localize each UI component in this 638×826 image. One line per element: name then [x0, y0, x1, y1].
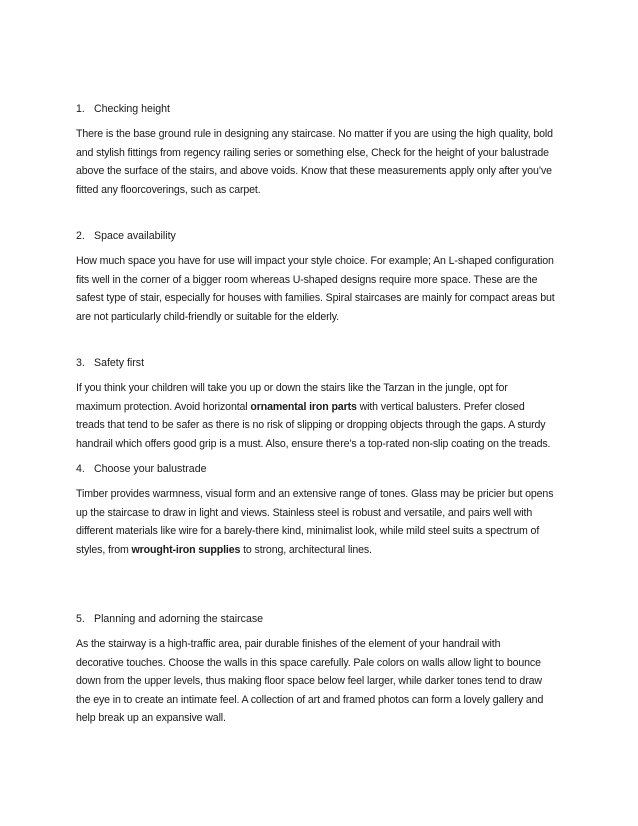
- paragraph-line: treads that tend to be safer as there is no risk of slipping or dropping objects through the gaps. A sturdy: [76, 419, 546, 432]
- paragraph-line: help break up an expansive wall.: [76, 712, 226, 725]
- paragraph-line: As the stairway is a high-traffic area, pair durable finishes of the element of your handrail with: [76, 638, 501, 650]
- paragraph-line: down from the upper levels, thus making floor space below feel larger, while darker tones tend to draw: [76, 675, 542, 688]
- line-segment: to strong, architectural lines.: [243, 543, 372, 556]
- section-5-title: Planning and adorning the staircase: [94, 613, 264, 625]
- section-5-heading: [76, 612, 263, 626]
- paragraph-line: fits well in the corner of a bigger room whereas U-shaped designs require more space. These are the: [76, 273, 538, 286]
- section-2-number: 2.: [76, 230, 85, 242]
- paragraph-line: If you think your children will take you up or down the stairs like the Tarzan in the jungle, opt for: [76, 382, 508, 394]
- paragraph-line: [76, 398, 566, 417]
- paragraph-line: the eye in to create an intimate feel. A collection of art and framed photos can form a lovely gallery and: [76, 693, 544, 706]
- section-5-paragraph: [76, 635, 566, 728]
- paragraph-line: [76, 541, 566, 560]
- bold-phrase-ornamental-iron-parts: ornamental iron parts: [250, 400, 357, 413]
- section-1-paragraph: [76, 125, 566, 199]
- section-4-paragraph: [76, 485, 566, 559]
- section-1-number: 1.: [76, 103, 85, 115]
- paragraph-line: are not particularly child-friendly or suitable for the elderly.: [76, 310, 339, 323]
- line-segment: maximum protection. Avoid horizontal: [76, 400, 248, 413]
- paragraph-line: and stylish fittings from regency railing series or something else, Check for the height of your balustrade: [76, 146, 549, 159]
- line-segment: with vertical balusters. Prefer closed: [359, 400, 525, 413]
- paragraph-line: There is the base ground rule in designing any staircase. No matter if you are using the high quality, bold: [76, 128, 553, 140]
- line-segment: styles, from: [76, 543, 129, 556]
- paragraph-line: above the surface of the stairs, and above voids. Know that these measurements apply only after you’ve: [76, 165, 552, 178]
- section-5-number: 5.: [76, 613, 85, 625]
- section-4-number: 4.: [76, 463, 85, 475]
- section-2-title: Space availability: [94, 230, 176, 242]
- paragraph-line: different materials like wire for a barely-there kind, minimalist look, while mild steel suits a spectrum of: [76, 525, 540, 538]
- section-4-title: Choose your balustrade: [94, 463, 207, 475]
- paragraph-line: fitted any floorcoverings, such as carpet.: [76, 183, 261, 196]
- section-3-title: Safety first: [94, 357, 145, 369]
- paragraph-line: safest type of stair, especially for houses with families. Spiral staircases are mainly for compact areas but: [76, 292, 555, 305]
- paragraph-line: handrail which offers good grip is a must. Also, ensure there’s a top-rated non-slip coating on the treads.: [76, 437, 551, 450]
- paragraph-line: up the staircase to draw in light and views. Stainless steel is robust and versatile, and pairs well with: [76, 506, 533, 519]
- section-1-heading: [76, 102, 170, 116]
- paragraph-line: decorative touches. Choose the walls in this space carefully. Pale colors on walls allow light to bounce: [76, 656, 541, 669]
- section-3-number: 3.: [76, 357, 85, 369]
- section-3-heading: [76, 356, 144, 370]
- section-1-title: Checking height: [94, 103, 170, 115]
- paragraph-line: How much space you have for use will impact your style choice. For example; An L-shaped configuration: [76, 255, 554, 267]
- bold-phrase-wrought-iron-supplies: wrought-iron supplies: [131, 543, 241, 556]
- section-2-paragraph: [76, 252, 566, 326]
- section-2-heading: [76, 229, 176, 243]
- paragraph-line: Timber provides warmness, visual form and an extensive range of tones. Glass may be pricier but opens: [76, 488, 554, 500]
- section-4-heading: [76, 462, 206, 476]
- section-3-paragraph: [76, 379, 566, 453]
